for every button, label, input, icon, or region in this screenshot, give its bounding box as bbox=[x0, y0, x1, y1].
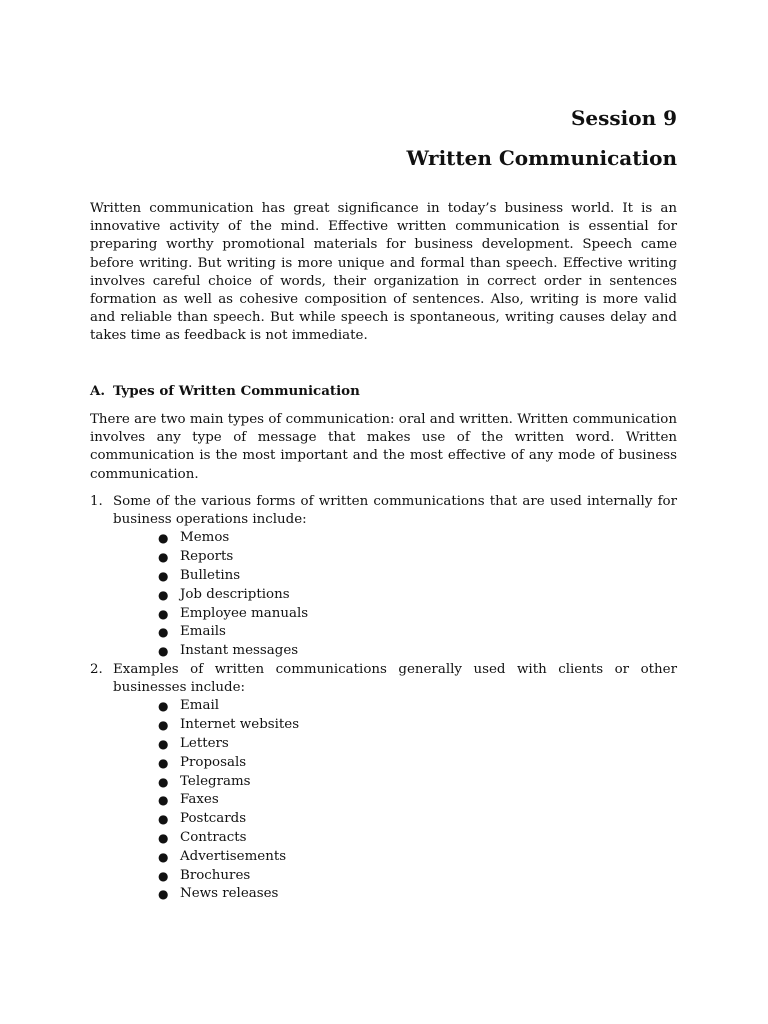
list-item: ● Reports bbox=[158, 548, 677, 567]
bullet-icon: ● bbox=[158, 755, 169, 770]
list-item: ● Internet websites bbox=[158, 716, 677, 735]
section-letter: A. bbox=[90, 383, 106, 399]
list-item: ● Proposals bbox=[158, 754, 677, 773]
list-item: ● Contracts bbox=[158, 829, 677, 848]
numbered-item-internal bbox=[90, 493, 677, 661]
bullet-list-external bbox=[113, 697, 677, 904]
list-item: ● Letters bbox=[158, 735, 677, 754]
bullet-icon: ● bbox=[158, 569, 169, 583]
section-heading-text: Types of Written Communication bbox=[113, 383, 360, 399]
list-item: ● Instant messages bbox=[158, 642, 677, 661]
bullet-icon: ● bbox=[158, 606, 169, 621]
list-item: ● Brochures bbox=[158, 867, 677, 886]
page-title: Written Communication bbox=[406, 146, 677, 170]
list-item: ● Faxes bbox=[158, 791, 677, 810]
intro-paragraph: Written communication has great significance in today’s business world. It is an innovative activity of the mind. Effective written communication is essential for preparing worthy promotional materials for business development. Speech came before writing. But writing is more unique and formal than speech. Effective writing involves careful choice of words, their organization in correct order in sentences formation as well as cohesive composition of sentences. Also, writing is more valid and reliable than speech. But while speech is spontaneous, writing causes delay and takes time as feedback is not immediate. bbox=[90, 201, 677, 344]
bullet-icon: ● bbox=[158, 793, 169, 808]
bullet-icon: ● bbox=[158, 736, 169, 751]
numbered-item-external bbox=[90, 661, 677, 904]
list-item: ● Employee manuals bbox=[158, 605, 677, 624]
bullet-icon: ● bbox=[158, 699, 169, 714]
item-text: Some of the various forms of written communications that are used internally for business operations include: bbox=[113, 494, 677, 528]
list-item: ● Job descriptions bbox=[158, 586, 677, 605]
bullet-icon: ● bbox=[158, 887, 169, 902]
bullet-icon: ● bbox=[158, 812, 169, 827]
list-item: ● Postcards bbox=[158, 810, 677, 829]
session-label: Session 9 bbox=[570, 106, 677, 130]
list-item: ● Advertisements bbox=[158, 848, 677, 867]
bullet-icon: ● bbox=[158, 531, 169, 546]
list-item: ● Telegrams bbox=[158, 773, 677, 792]
item-number: 1. bbox=[90, 494, 103, 509]
bullet-icon: ● bbox=[158, 849, 169, 864]
bullet-icon: ● bbox=[158, 868, 169, 883]
list-item: ● Emails bbox=[158, 623, 677, 642]
bullet-icon: ● bbox=[158, 625, 169, 640]
list-item: ● Bulletins bbox=[158, 567, 677, 586]
item-number: 2. bbox=[90, 661, 103, 677]
bullet-icon: ● bbox=[158, 587, 169, 602]
bullet-icon: ● bbox=[158, 830, 169, 845]
bullet-icon: ● bbox=[158, 550, 169, 565]
bullet-icon: ● bbox=[158, 774, 169, 789]
bullet-list-internal bbox=[113, 529, 677, 661]
list-item: ● Memos bbox=[158, 529, 677, 548]
list-item: ● Email bbox=[158, 697, 677, 716]
item-text: Examples of written communications generally used with clients or other businesses include: bbox=[113, 661, 677, 696]
bullet-icon: ● bbox=[158, 718, 169, 733]
bullet-icon: ● bbox=[158, 644, 169, 659]
numbered-list bbox=[90, 493, 677, 904]
types-paragraph: There are two main types of communication: oral and written. Written communication involves any type of message that makes use of the written word. Written communication is the most important and the most effective of any mode of business communication. bbox=[90, 412, 677, 482]
section-heading bbox=[90, 383, 360, 399]
list-item: ● News releases bbox=[158, 885, 677, 904]
